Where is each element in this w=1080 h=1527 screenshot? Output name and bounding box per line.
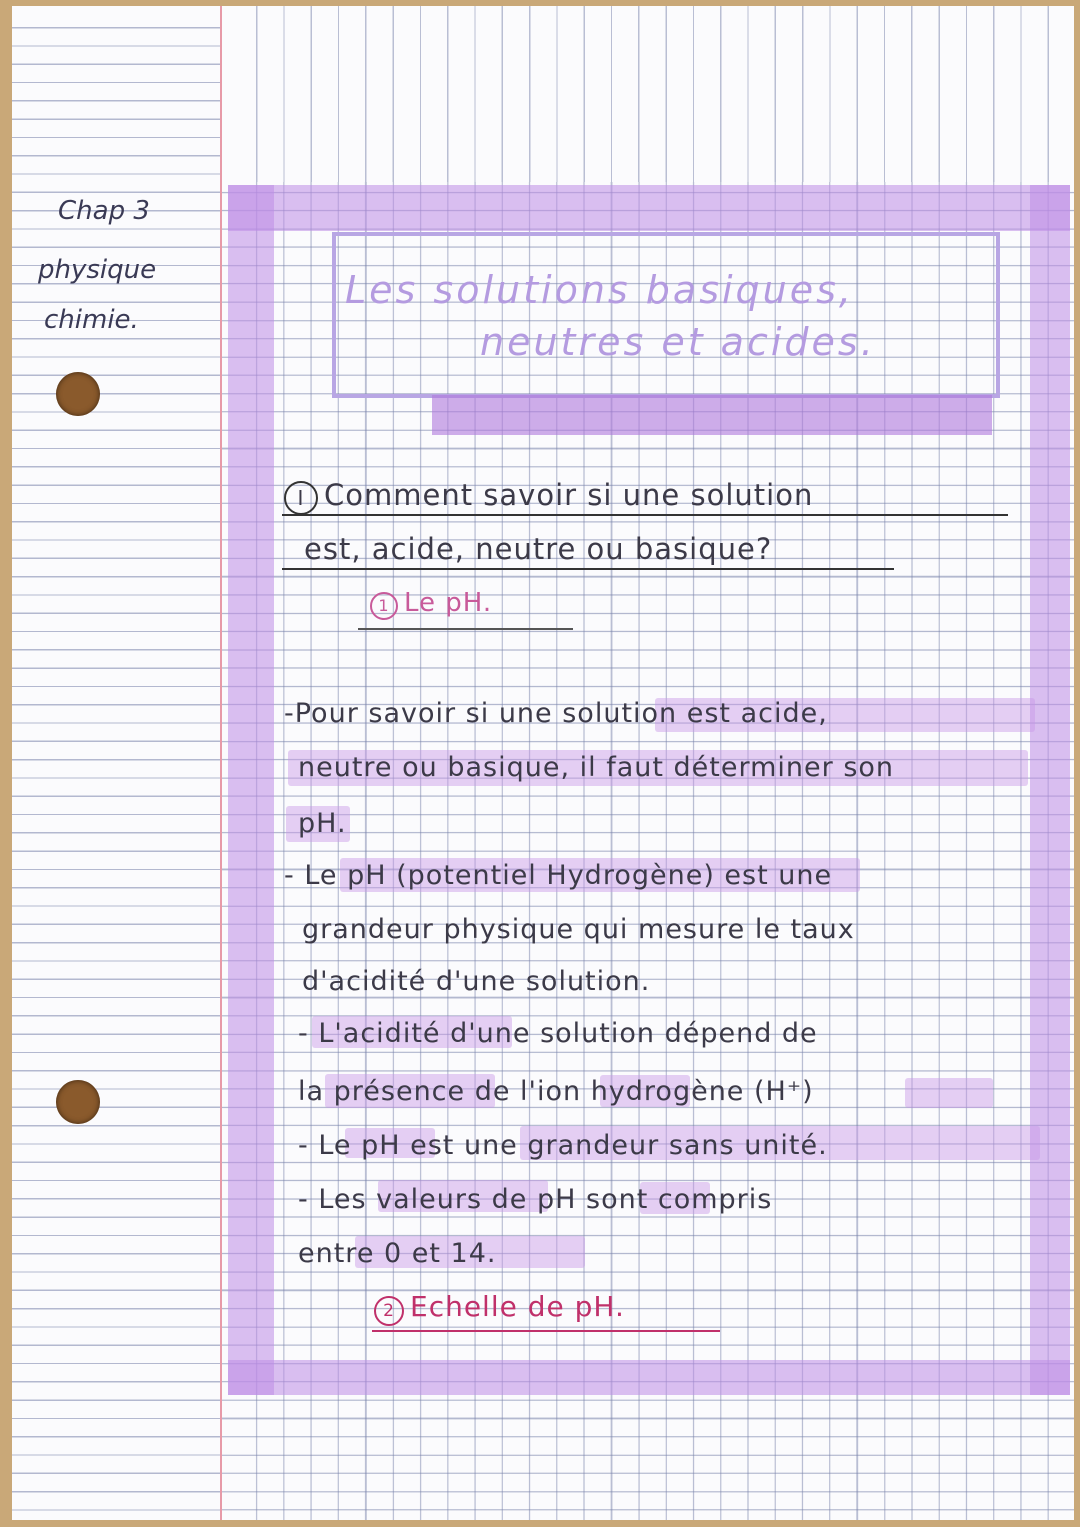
subsection-label: Le pH. [404,588,493,618]
page-title-line2: neutres et acides. [480,320,876,364]
section-heading-text: Comment savoir si une solution [324,478,814,512]
body-line: - Les valeurs de pH sont compris [298,1184,773,1215]
subsection-underline [358,628,573,630]
subsection-2-heading [374,1290,625,1326]
title-box-shadow [432,395,992,435]
frame-top [228,185,1070,231]
body-line: pH. [298,808,347,839]
body-line: grandeur physique qui mesure le taux [302,914,855,945]
frame-right [1030,185,1070,1395]
body-line: neutre ou basique, il faut déterminer son [298,752,895,783]
left-margin-area [12,6,220,1520]
margin-note-chapter: Chap 3 [58,196,150,226]
punch-hole [56,372,100,416]
section-number: I [284,481,318,515]
heading-underline [282,568,894,570]
body-line: - L'acidité d'une solution dépend de [298,1018,818,1049]
subsection-underline [372,1330,720,1332]
punch-hole [56,1080,100,1124]
page-title-line1: Les solutions basiques, [345,268,855,312]
margin-line [220,6,222,1520]
subsection-1-heading [370,588,492,620]
margin-note-subject: physique [38,255,157,285]
body-line: d'acidité d'une solution. [302,966,651,997]
heading-underline [282,514,1008,516]
margin-note-subject-2: chimie. [44,305,139,335]
frame-bottom [228,1360,1070,1395]
subsection-number: 1 [370,592,398,620]
body-line: - Le pH (potentiel Hydrogène) est une [284,860,833,891]
section-heading-line1 [284,478,813,515]
subsection-number: 2 [374,1296,404,1326]
subsection-label: Echelle de pH. [410,1290,625,1323]
frame-left [228,185,274,1395]
body-line: la présence de l'ion hydrogène (H⁺) [298,1076,814,1107]
section-heading-line2: est, acide, neutre ou basique? [304,532,773,566]
body-line: entre 0 et 14. [298,1238,497,1269]
highlight [905,1078,993,1108]
body-line: -Pour savoir si une solution est acide, [284,698,828,729]
body-line: - Le pH est une grandeur sans unité. [298,1130,828,1161]
title-box [332,232,1000,398]
